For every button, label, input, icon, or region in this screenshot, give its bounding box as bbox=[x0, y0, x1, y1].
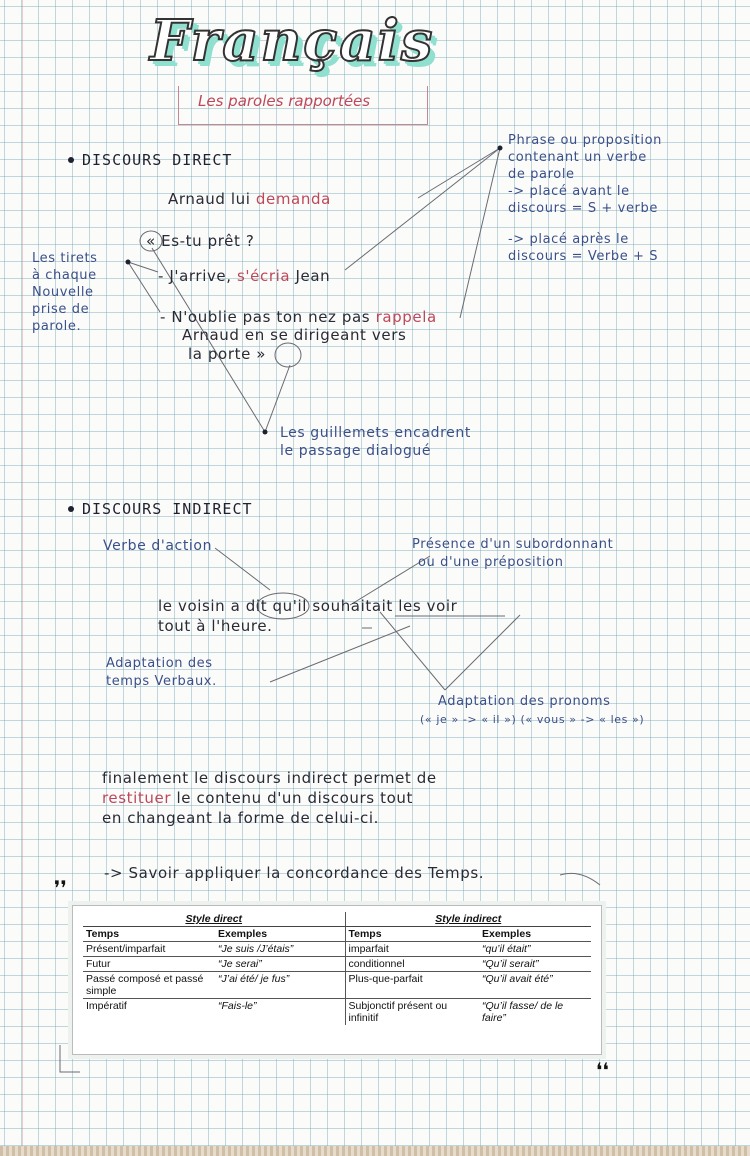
table-cell: “Je serai” bbox=[215, 957, 345, 972]
table-cell: “qu’il était” bbox=[479, 942, 591, 957]
table-cell: “Qu’il avait été” bbox=[479, 972, 591, 999]
annotation-tirets-1: Les tirets bbox=[32, 251, 98, 266]
group-indirect: Style indirect bbox=[345, 912, 591, 927]
page-subtitle: Les paroles rapportées bbox=[198, 92, 371, 110]
concordance-note: -> Savoir appliquer la concordance des Temps. bbox=[104, 864, 485, 882]
label-subordonnant bbox=[412, 536, 613, 572]
col-header: Temps bbox=[345, 927, 479, 942]
table-cell: “Qu’il serait” bbox=[479, 957, 591, 972]
annotation-verbe-parole bbox=[508, 132, 662, 265]
annotation-tirets bbox=[32, 250, 98, 335]
table-cell: Présent/imparfait bbox=[83, 942, 215, 957]
col-header: Exemples bbox=[482, 928, 532, 940]
annotation-right-4: -> placé avant le bbox=[508, 184, 630, 199]
col-header: Exemples bbox=[218, 928, 268, 940]
table-cell: imparfait bbox=[345, 942, 479, 957]
verb-demanda: demanda bbox=[255, 190, 331, 208]
label-adaptation-temps bbox=[106, 655, 217, 691]
heading-indirect: DISCOURS INDIRECT bbox=[82, 500, 253, 518]
label-adaptation-pronoms-1: Adaptation des pronoms bbox=[438, 694, 611, 709]
page-bottom-edge bbox=[0, 1146, 750, 1156]
label-adaptation-pronoms bbox=[420, 693, 644, 729]
direct-line-3 bbox=[158, 267, 330, 285]
annotation-right-spacer bbox=[508, 217, 662, 231]
table-cell: Impératif bbox=[83, 999, 215, 1026]
concordance-table bbox=[72, 905, 602, 1055]
direct-line-3b: Jean bbox=[295, 267, 331, 285]
table-cell: “J’ai été/ je fus” bbox=[215, 972, 345, 999]
direct-line-6: la porte » bbox=[188, 345, 267, 363]
annotation-right-2: contenant un verbe bbox=[508, 150, 647, 165]
indirect-sentence-1: le voisin a dit qu'il souhaitait les voir bbox=[158, 597, 458, 615]
table-row bbox=[83, 942, 591, 957]
tense-table bbox=[83, 912, 591, 1025]
conclusion-line-3: en changeant la forme de celui-ci. bbox=[102, 809, 379, 827]
direct-line-3a: - J'arrive, bbox=[158, 267, 232, 285]
table-row bbox=[83, 999, 591, 1026]
annotation-tirets-3: Nouvelle bbox=[32, 285, 94, 300]
annotation-right-6: -> placé après le bbox=[508, 232, 629, 247]
page-title: Français bbox=[150, 8, 435, 74]
table-cell: conditionnel bbox=[345, 957, 479, 972]
heading-direct: DISCOURS DIRECT bbox=[82, 151, 233, 169]
group-direct: Style direct bbox=[83, 912, 345, 927]
direct-line-1-text: Arnaud lui bbox=[168, 190, 251, 208]
table-cell: Plus-que-parfait bbox=[345, 972, 479, 999]
table-cell: “Qu’il fasse/ de le faire” bbox=[479, 999, 591, 1026]
annotation-guillemets-2: le passage dialogué bbox=[280, 443, 432, 459]
table-row bbox=[83, 972, 591, 999]
doodle-mark-left: ❜❜ bbox=[54, 876, 67, 900]
conclusion-highlight: restituer bbox=[102, 789, 172, 807]
verb-rappela: rappela bbox=[375, 308, 437, 326]
direct-line-4 bbox=[160, 308, 437, 326]
direct-line-2: « Es-tu prêt ? bbox=[146, 232, 255, 250]
verb-secria: s'écria bbox=[237, 267, 291, 285]
label-adaptation-temps-1: Adaptation des bbox=[106, 656, 213, 671]
doodle-mark-right: ❛❛ bbox=[596, 1058, 609, 1082]
col-header: Temps bbox=[86, 928, 120, 940]
indirect-sentence bbox=[158, 596, 457, 636]
label-subordonnant-1: Présence d'un subordonnant bbox=[412, 537, 614, 552]
annotation-right-5: discours = S + verbe bbox=[508, 201, 658, 216]
conclusion bbox=[102, 768, 437, 828]
annotation-tirets-2: à chaque bbox=[32, 268, 97, 283]
label-verbe-action: Verbe d'action bbox=[103, 538, 213, 554]
annotation-right-7: discours = Verbe + S bbox=[508, 249, 659, 264]
annotation-right-3: de parole bbox=[508, 167, 575, 182]
table-cell: Passé composé et passé simple bbox=[83, 972, 215, 999]
bullet-indirect bbox=[68, 506, 74, 512]
conclusion-line-2: restituer le contenu d'un discours tout bbox=[102, 789, 413, 807]
direct-line-5: Arnaud en se dirigeant vers bbox=[182, 326, 407, 344]
direct-line-1 bbox=[168, 190, 331, 208]
annotation-guillemets-1: Les guillemets encadrent bbox=[280, 425, 471, 441]
label-subordonnant-2: ou d'une préposition bbox=[418, 555, 564, 570]
direct-line-4a: - N'oublie pas ton nez pas bbox=[160, 308, 371, 326]
table-cell: “Fais-le” bbox=[215, 999, 345, 1026]
label-adaptation-temps-2: temps Verbaux. bbox=[106, 674, 217, 689]
annotation-right-1: Phrase ou proposition bbox=[508, 133, 662, 148]
annotation-tirets-5: parole. bbox=[32, 319, 82, 334]
annotation-tirets-4: prise de bbox=[32, 302, 90, 317]
annotation-guillemets bbox=[280, 424, 471, 460]
table-cell: “Je suis /J’étais” bbox=[215, 942, 345, 957]
label-adaptation-pronoms-2: (« je » -> « il ») (« vous » -> « les ») bbox=[420, 713, 645, 726]
table-cell: Subjonctif présent ou infinitif bbox=[345, 999, 479, 1026]
bullet-direct bbox=[68, 157, 74, 163]
conclusion-line-1: finalement le discours indirect permet de bbox=[102, 769, 437, 787]
table-row bbox=[83, 957, 591, 972]
table-cell: Futur bbox=[83, 957, 215, 972]
indirect-sentence-2: tout à l'heure. bbox=[158, 617, 273, 635]
